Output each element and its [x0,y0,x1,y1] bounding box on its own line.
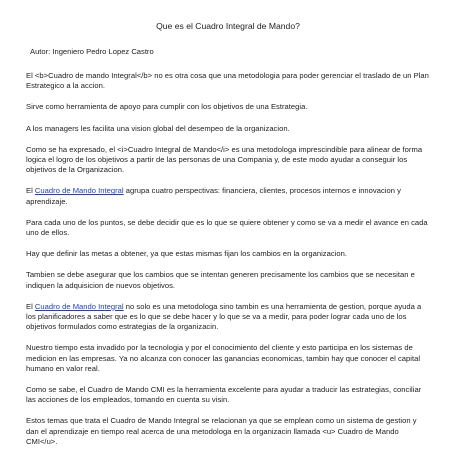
paragraph: Nuestro tiempo esta invadido por la tecnologia y por el conocimiento del cliente y esto participa en los sistemas de medicion en las empresas. Ya no alcanza con conocer las ganancias economicas, tambin hay que conocer el capital humano en valor real. [26,343,421,373]
cuadro-de-mando-integral-link[interactable]: Cuadro de Mando Integral [34,186,124,196]
paragraph-suffix: no solo es una metodologa sino tambin es una herramienta de gestion, porque ayuda a los planificadores a saber que es lo que se debe hacer y lo que se va a medir, para poder lograr cada uno de los objetivos formulados como estrategias de la organizacin. [26,301,422,332]
paragraph-suffix: agrupa cuatro perspectivas: financiera, clientes, procesos internos e innovacion y aprendizaje. [26,186,401,206]
paragraph: El <b>Cuadro de mando Integral</b> no es otra cosa que una metodologia para poder gerenciar el traslado de un Plan Estrategico a la accion. [26,71,429,91]
paragraph: Hay que definir las metas a obtener, ya que estas mismas fijan los cambios en la organizacion. [26,249,347,259]
paragraph-prefix: El [26,301,35,311]
paragraph: Tambien se debe asegurar que los cambios que se intentan generen precisamente los cambios que se necesitan e indiquen la adquisicion de nuevos objetivos. [26,270,415,290]
paragraph-with-link [26,186,430,206]
paragraph: Para cada uno de los puntos, se debe decidir que es lo que se quiere obtener y como se va a medir el avance en cada uno de ellos. [26,217,428,238]
paragraph-prefix: El [26,186,35,196]
cuadro-de-mando-integral-link[interactable]: Cuadro de Mando Integral [34,301,124,311]
paragraph: Como se sabe, el Cuadro de Mando CMI es la herramienta excelente para ayudar a traducir las estrategias, conciliar las acciones de los empleados, tomando en cuenta su visin. [26,385,422,405]
author-line: Autor: Ingeniero Pedro Lopez Castro [30,47,154,56]
paragraph: Como se ha expresado, el <i>Cuadro Integral de Mando</i> es una metodologa imprescindible para alinear de forma logica el logro de los objetivos a partir de las personas de una Compania y, de este modo ayudar a conseguir los objetivos de la Organizacion. [26,144,423,175]
paragraph: A los managers les facilita una vision global del desempeo de la organizacion. [26,123,290,133]
paragraph: Estos temas que trata el Cuadro de Mando Integral se relacionan ya que se emplean como un sistema de gestion y dan el aprendizaje en tiempo real acerca de una metodologa en la organizacin llamada <u> Cuadro de Mando CMI</u>. [26,416,417,446]
paragraph: Sirve como herramienta de apoyo para cumplir con los objetivos de una Estrategia. [26,102,308,112]
paragraph-with-link [26,302,430,333]
page-title: Que es el Cuadro Integral de Mando? [156,21,300,31]
